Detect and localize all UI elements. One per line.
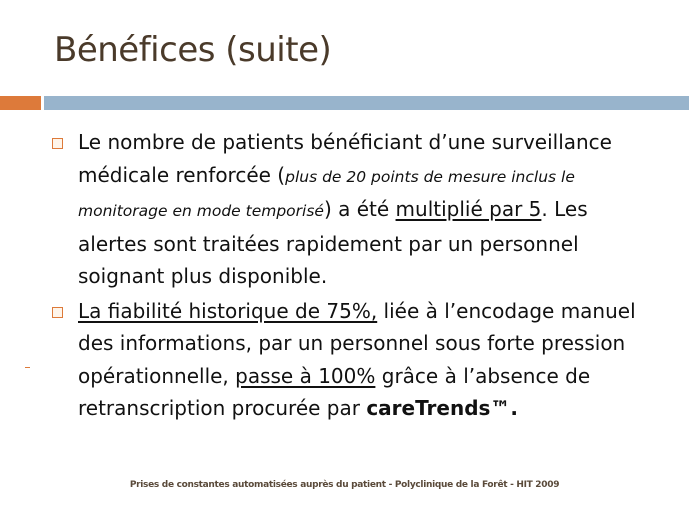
bullet-1-text-3: . Les alertes sont traitées rapidement par un personnel soignant plus disponible.: [78, 197, 588, 288]
accent-bar-blue: [44, 96, 689, 110]
bullet-item-1: [52, 126, 652, 293]
bullet-item-2: [52, 295, 652, 425]
bullet-2-text-2: grâce à l’absence de retranscription procurée par: [78, 363, 591, 420]
slide-footer: Prises de constantes automatisées auprès du patient - Polyclinique de la Forêt - HIT 2009: [129, 480, 560, 490]
bullet-2-underlined-2: passe à 100%: [235, 363, 376, 388]
bullet-2-underlined-1: La fiabilité historique de 75%,: [78, 298, 378, 323]
square-bullet-icon: [52, 138, 63, 149]
bullet-1-text-2: ) a été: [323, 197, 396, 221]
bullet-2-brand: careTrends™.: [366, 396, 519, 420]
bullet-1-italic: plus de 20 points de mesure inclus le monitorage en mode temporisé: [78, 167, 575, 220]
accent-bar-orange: [0, 96, 41, 110]
bullet-1-text: Le nombre de patients bénéficiant d’une surveillance médicale renforcée (: [78, 130, 612, 187]
square-bullet-icon: [52, 307, 63, 318]
decorative-dash: [25, 367, 30, 368]
slide-title: Bénéfices (suite): [54, 30, 332, 70]
bullet-list: [52, 126, 652, 427]
bullet-1-underlined: multiplié par 5: [395, 197, 542, 221]
bullet-2-text: liée à l’encodage manuel des informations, par un personnel sous forte pression opérationnelle,: [78, 298, 636, 388]
